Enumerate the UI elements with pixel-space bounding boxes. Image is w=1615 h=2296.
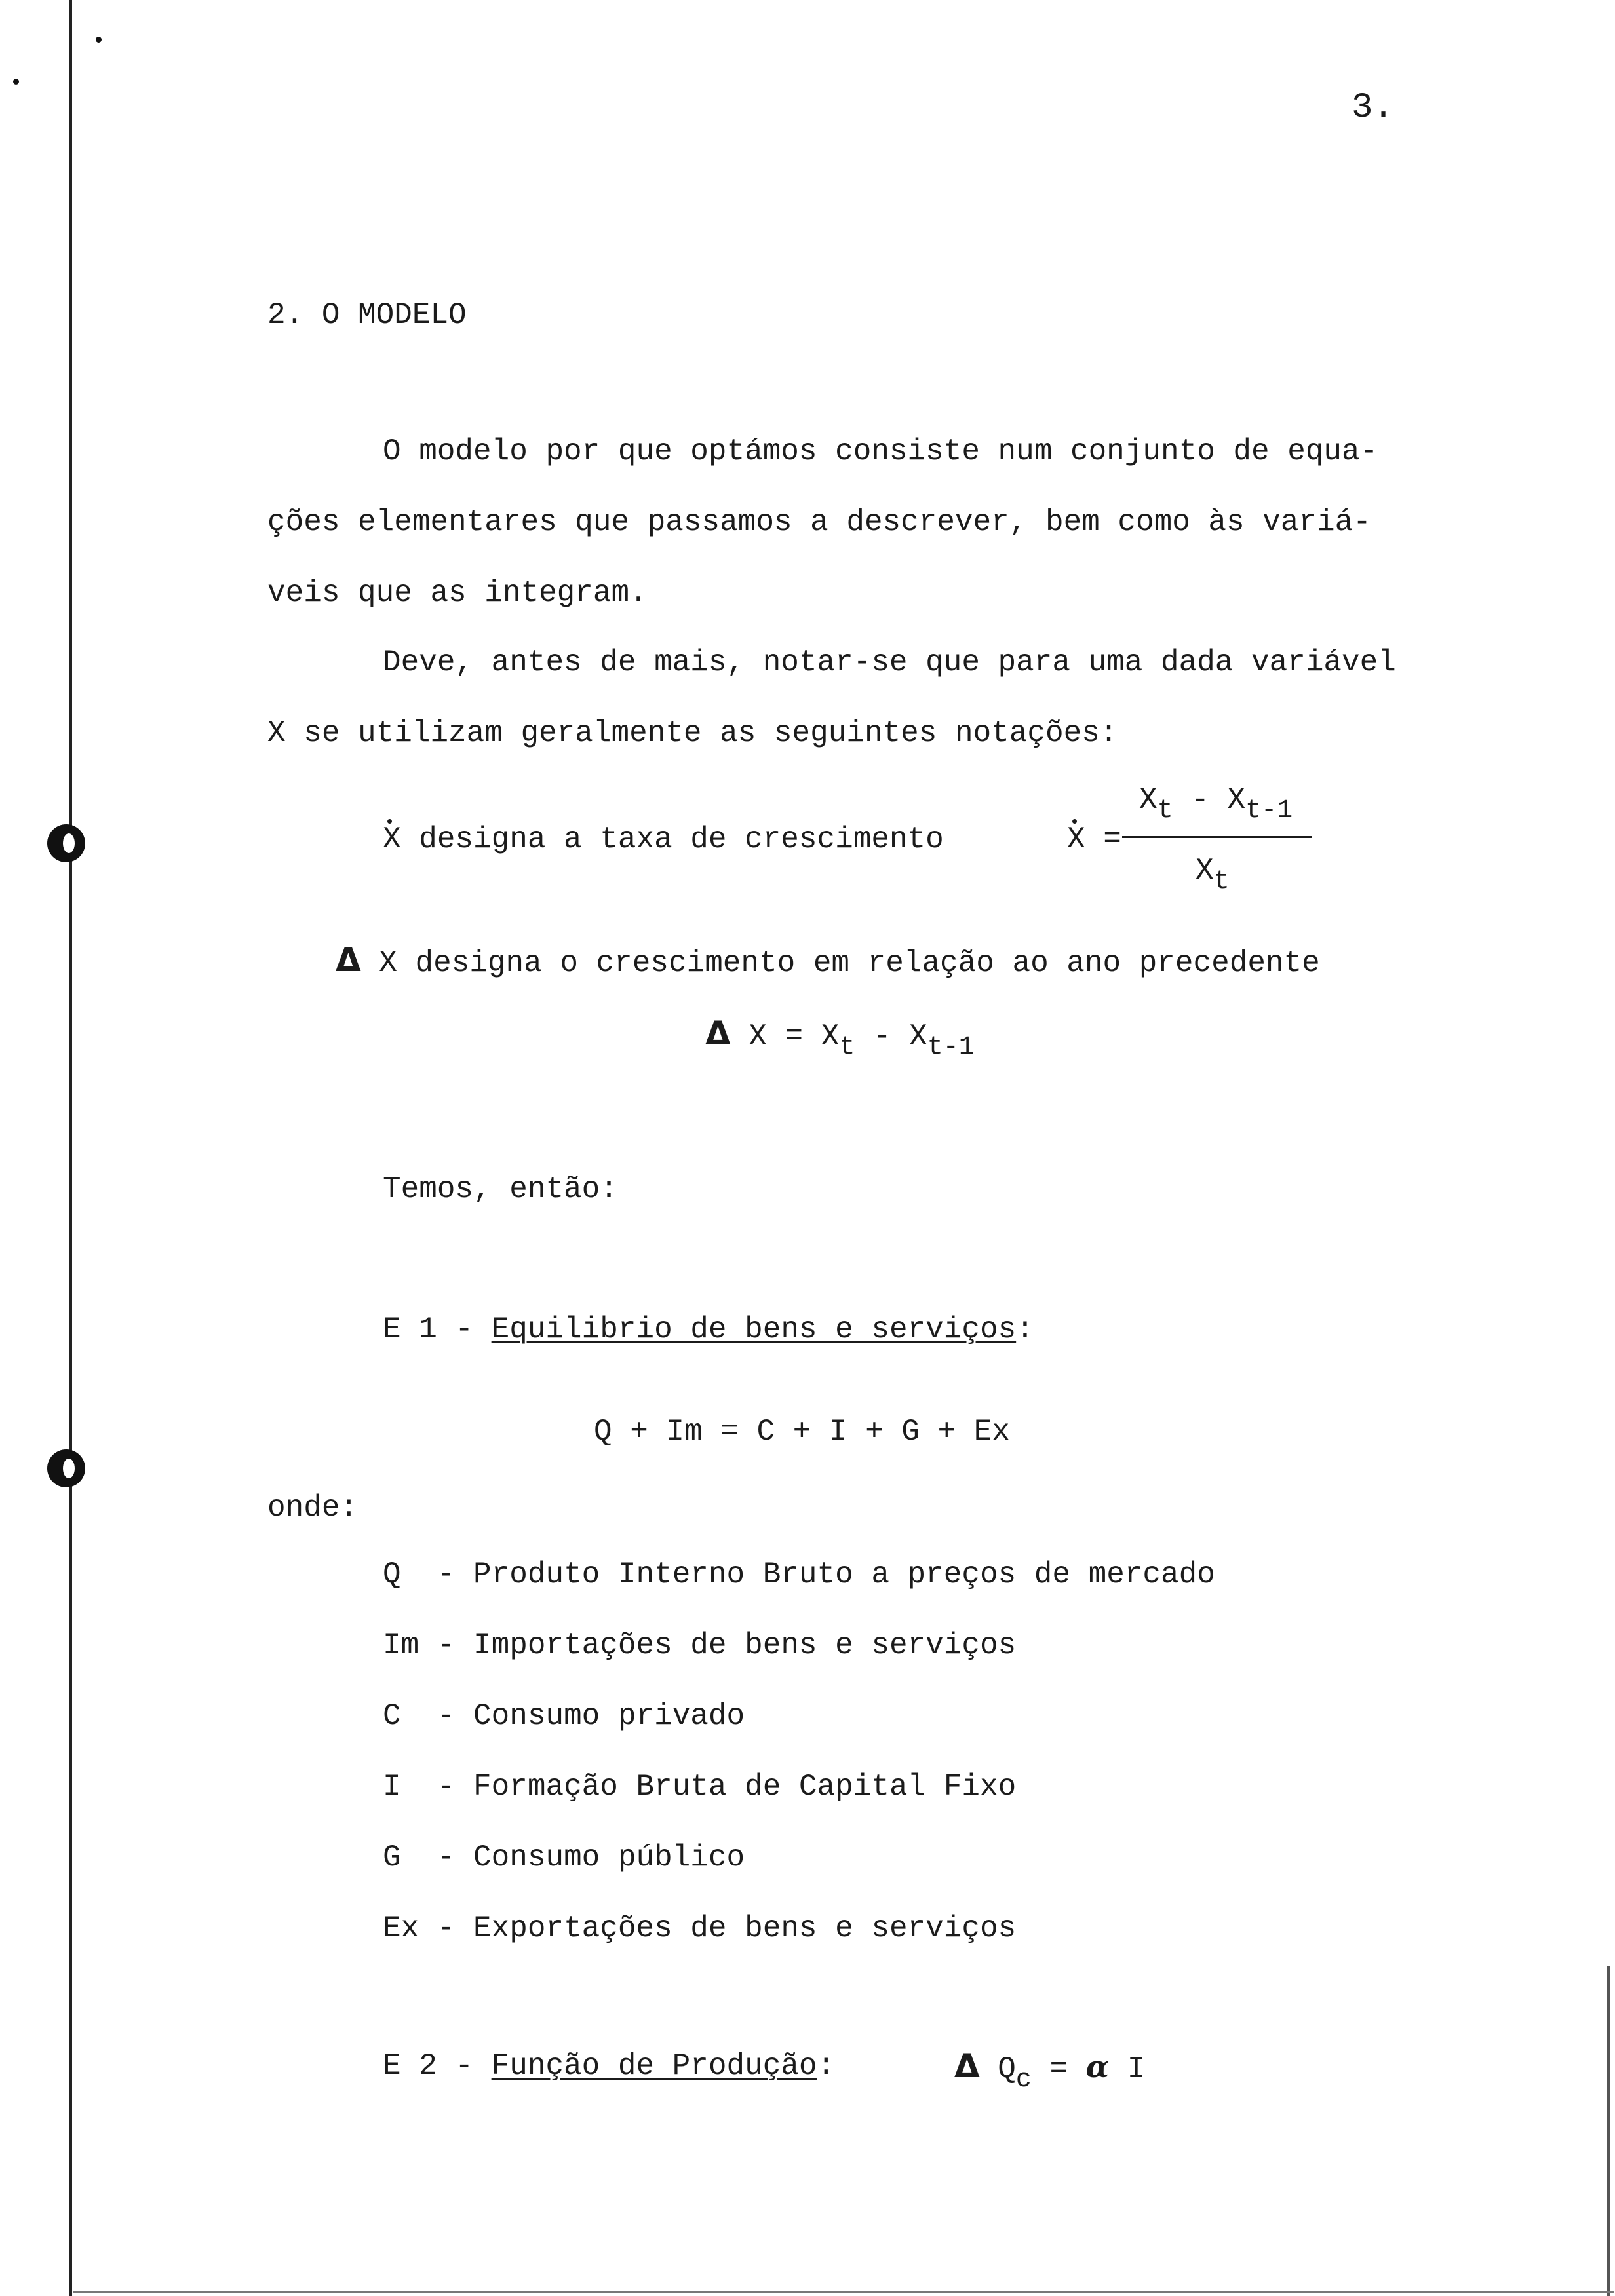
left-margin-line	[69, 0, 72, 2296]
onde-label: onde:	[267, 1491, 359, 1525]
definition-row: Im - Importações de bens e serviços	[383, 1628, 1017, 1662]
punch-hole-top	[47, 824, 85, 862]
e2-equation: Δ Qc = α I	[954, 2047, 1146, 2095]
right-page-edge	[1607, 1966, 1610, 2296]
delta-formula: Δ X = Xt - Xt-1	[705, 1014, 975, 1062]
rate-description: designa a taxa de crescimento	[400, 822, 944, 856]
delta-icon: Δ	[954, 2047, 980, 2085]
e2-title: Função de Produção	[491, 2049, 817, 2083]
definition-row: I - Formação Bruta de Capital Fixo	[383, 1770, 1017, 1804]
rate-formula-lhs: X =	[1067, 822, 1121, 856]
paragraph-line: Deve, antes de mais, notar-se que para uma dada variável	[383, 645, 1396, 679]
rate-numerator: Xt - Xt-1	[1139, 783, 1293, 826]
fraction-bar	[1122, 836, 1312, 838]
paragraph-line: O modelo por que optámos consiste num conjunto de equa-	[383, 434, 1378, 469]
e1-title: Equilibrio de bens e serviços	[491, 1312, 1017, 1347]
section-title: 2. O MODELO	[267, 298, 467, 332]
punch-hole-bottom	[47, 1449, 85, 1487]
definition-row: G - Consumo público	[383, 1841, 745, 1875]
delta-icon: Δ	[336, 941, 361, 979]
rate-denominator: Xt	[1196, 854, 1230, 896]
bottom-page-edge	[73, 2291, 1614, 2293]
e1-equation: Q + Im = C + I + G + Ex	[594, 1415, 1010, 1449]
notation-delta-line	[336, 941, 1320, 980]
ink-speck	[13, 79, 19, 85]
paragraph-line: veis que as integram.	[267, 576, 648, 610]
alpha-symbol: α	[1085, 2049, 1110, 2084]
paragraph-line: X se utilizam geralmente as seguintes notações:	[267, 716, 1118, 750]
paragraph-line: ções elementares que passamos a descrever, bem como às variá-	[267, 505, 1371, 539]
rate-symbol: X	[383, 822, 401, 856]
ink-speck	[96, 37, 102, 43]
e1-heading: E 1 - Equilibrio de bens e serviços:	[383, 1312, 1034, 1347]
temos-line: Temos, então:	[383, 1172, 618, 1206]
definition-row: Ex - Exportações de bens e serviços	[383, 1911, 1017, 1945]
e2-heading: E 2 - Função de Produção:	[383, 2049, 836, 2083]
definition-row: C - Consumo privado	[383, 1699, 745, 1733]
page-number: 3.	[1352, 88, 1394, 128]
notation-rate-line	[383, 824, 944, 854]
delta-icon: Δ	[705, 1014, 731, 1052]
delta-description: X designa o crescimento em relação ao ano precedente	[360, 946, 1320, 980]
definition-row: Q - Produto Interno Bruto a preços de mercado	[383, 1558, 1215, 1592]
